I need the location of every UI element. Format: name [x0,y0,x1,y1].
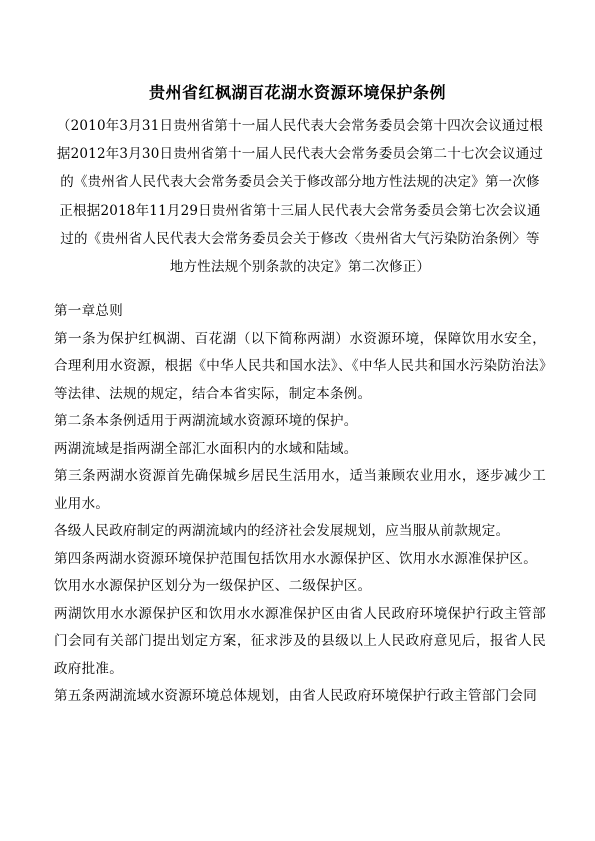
document-body [54,298,546,711]
article-paragraph: 两湖饮用水水源保护区和饮用水水源准保护区由省人民政府环境保护行政主管部门会同有关部门提出划定方案，征求涉及的县级以上人民政府意见后，报省人民政府批准。 [54,605,546,677]
article-paragraph: 第二条本条例适用于两湖流域水资源环境的保护。 [54,413,358,429]
document-subtitle: （2010年3月31日贵州省第十一届人民代表大会常务委员会第十四次会议通过根据2012年3月30日贵州省第十一届人民代表大会常务委员会第二十七次会议通过的《贵州省人民代表大会常务委员会关于修改部分地方性法规的决定》第一次修正根据2018年11月29日贵州省第十三届人民代表大会常务委员会第七次会议通过的《贵州省人民代表大会常务委员会关于修改〈贵州省大气污染防治条例〉等地方性法规个别条款的决定》第二次修正） [56,118,544,276]
article-paragraph: 第一条为保护红枫湖、百花湖（以下简称两湖）水资源环境，保障饮用水安全，合理利用水资源，根据《中华人民共和国水法》、《中华人民共和国水污染防治法》等法律、法规的规定，结合本省实际，制定本条例。 [54,330,546,402]
article-paragraph: 第三条两湖水资源首先确保城乡居民生活用水，适当兼顾农业用水，逐步减少工业用水。 [54,468,546,512]
document-title: 贵州省红枫湖百花湖水资源环境保护条例 [148,83,446,102]
article-paragraph: 饮用水水源保护区划分为一级保护区、二级保护区。 [54,578,372,594]
article-paragraph: 两湖流域是指两湖全部汇水面积内的水域和陆域。 [54,440,358,457]
article-paragraph: 第四条两湖水资源环境保护范围包括饮用水水源保护区、饮用水水源准保护区。 [54,550,537,567]
article-paragraph: 第五条两湖流域水资源环境总体规划，由省人民政府环境保护行政主管部门会同 [54,688,537,704]
chapter-heading: 第一章总则 [54,303,123,319]
article-paragraph: 各级人民政府制定的两湖流域内的经济社会发展规划，应当服从前款规定。 [54,523,510,539]
